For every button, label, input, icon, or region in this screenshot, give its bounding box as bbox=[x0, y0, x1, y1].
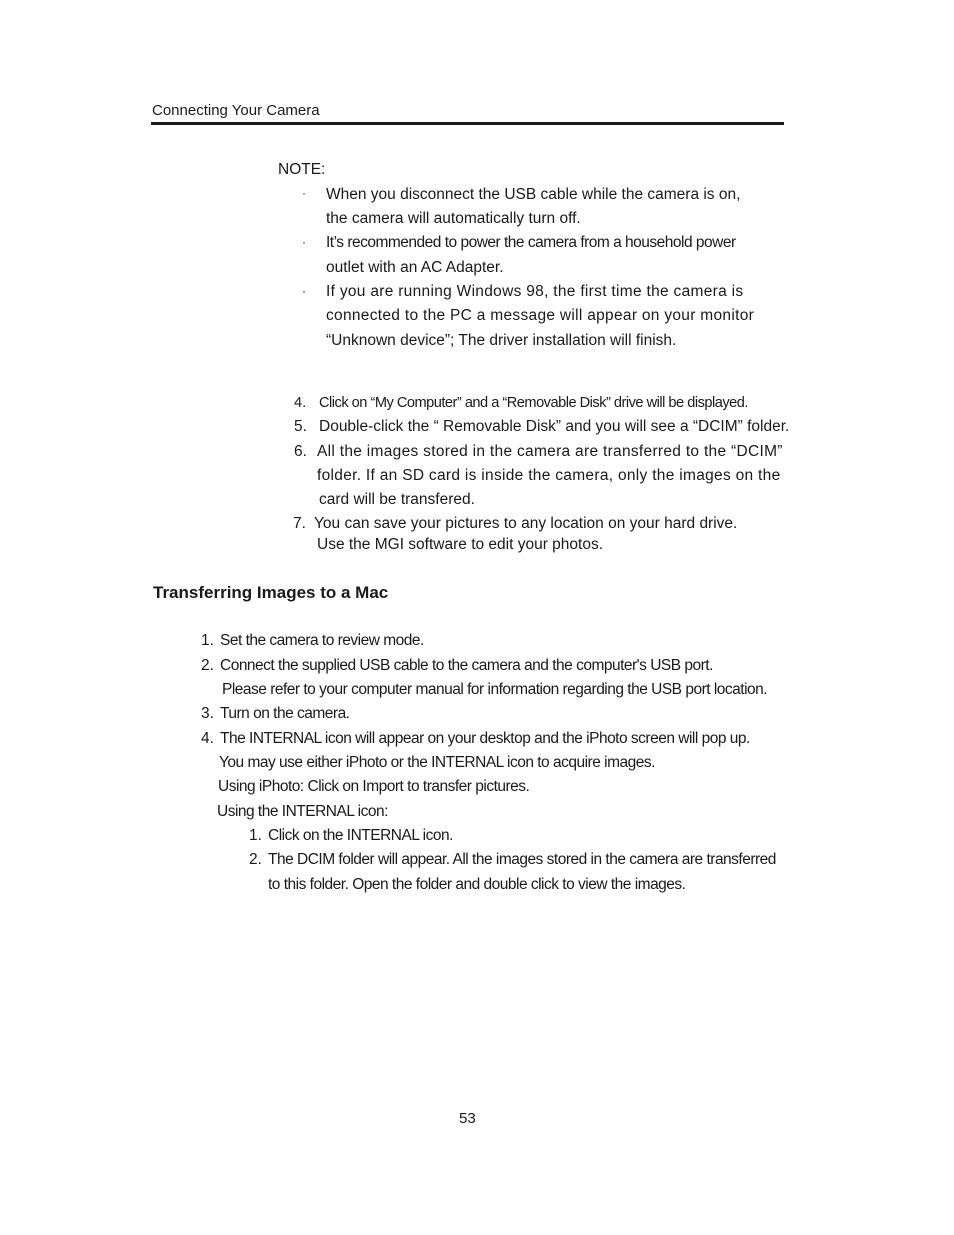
section-heading: Transferring Images to a Mac bbox=[153, 583, 389, 602]
step-6-line-1: All the images stored in the camera are transferred to the “DCIM” bbox=[317, 443, 783, 460]
note-bullet-marker: · bbox=[302, 284, 306, 298]
note-label: NOTE: bbox=[278, 161, 326, 178]
step-number: 5. bbox=[294, 418, 307, 435]
note-bullet-1-line-1: When you disconnect the USB cable while the camera is on, bbox=[326, 186, 741, 203]
step-number: 4. bbox=[294, 395, 307, 411]
step-7-line-1: You can save your pictures to any location on your hard drive. bbox=[314, 515, 738, 532]
substep-2-line-1: The DCIM folder will appear. All the images stored in the camera are transferred bbox=[268, 851, 776, 868]
note-bullet-2-line-2: outlet with an AC Adapter. bbox=[326, 259, 504, 276]
mac-step-1-text: Set the camera to review mode. bbox=[220, 632, 424, 649]
step-6-line-2: folder. If an SD card is inside the camera, only the images on the bbox=[317, 467, 781, 484]
note-bullet-marker: · bbox=[302, 235, 306, 249]
step-number: 7. bbox=[293, 515, 306, 532]
running-header: Connecting Your Camera bbox=[152, 102, 320, 119]
using-iphoto-text: Using iPhoto: Click on Import to transfer pictures. bbox=[218, 778, 530, 795]
note-bullet-marker: · bbox=[302, 186, 306, 200]
page-number: 53 bbox=[459, 1110, 476, 1127]
mac-step-number: 2. bbox=[201, 657, 214, 674]
mac-step-2-line-2: Please refer to your computer manual for information regarding the USB port location. bbox=[222, 681, 768, 698]
note-bullet-3-line-1: If you are running Windows 98, the first time the camera is bbox=[326, 283, 744, 300]
mac-step-number: 1. bbox=[201, 632, 214, 649]
note-bullet-3-line-3: “Unknown device”; The driver installation will finish. bbox=[326, 332, 677, 349]
mac-step-number: 3. bbox=[201, 705, 214, 722]
step-4-text: Click on “My Computer” and a “Removable Disk” drive will be displayed. bbox=[319, 395, 748, 411]
using-internal-label: Using the INTERNAL icon: bbox=[217, 803, 388, 820]
mac-step-2-line-1: Connect the supplied USB cable to the camera and the computer's USB port. bbox=[220, 657, 713, 674]
note-bullet-3-line-2: connected to the PC a message will appear on your monitor bbox=[326, 307, 755, 324]
note-bullet-2-line-1: It’s recommended to power the camera from a household power bbox=[326, 234, 736, 251]
step-number: 6. bbox=[294, 443, 307, 460]
step-5-text: Double-click the “ Removable Disk” and you will see a “DCIM” folder. bbox=[319, 418, 790, 435]
substep-number: 2. bbox=[249, 851, 262, 868]
mac-step-4-line-1: The INTERNAL icon will appear on your desktop and the iPhoto screen will pop up. bbox=[220, 730, 750, 747]
mac-step-4-line-2: You may use either iPhoto or the INTERNAL icon to acquire images. bbox=[219, 754, 655, 771]
header-rule bbox=[151, 122, 784, 125]
step-6-line-3: card will be transfered. bbox=[319, 491, 475, 508]
step-7-line-2: Use the MGI software to edit your photos. bbox=[317, 536, 604, 553]
note-bullet-1-line-2: the camera will automatically turn off. bbox=[326, 210, 581, 227]
mac-step-number: 4. bbox=[201, 730, 214, 747]
substep-2-line-2: to this folder. Open the folder and double click to view the images. bbox=[268, 876, 686, 893]
mac-step-3-text: Turn on the camera. bbox=[220, 705, 350, 722]
substep-1-text: Click on the INTERNAL icon. bbox=[268, 827, 453, 844]
substep-number: 1. bbox=[249, 827, 262, 844]
